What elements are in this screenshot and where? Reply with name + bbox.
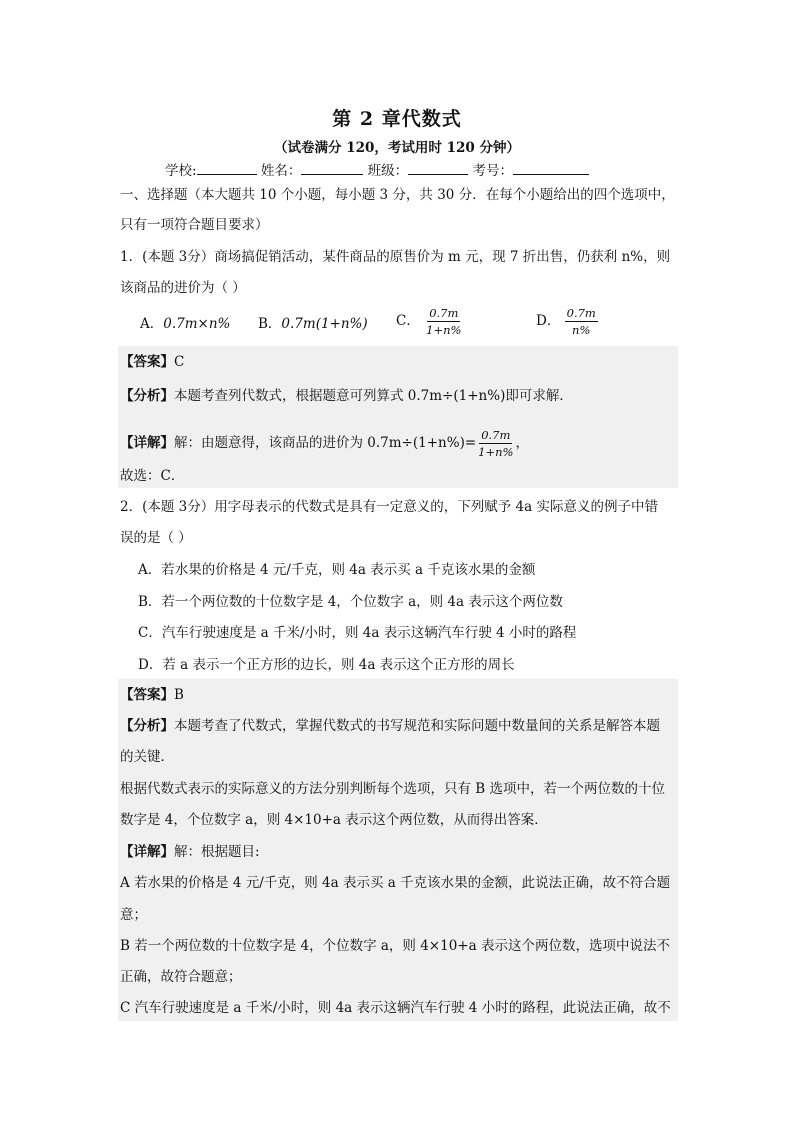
denominator: 1+n% — [426, 323, 462, 337]
q2-detail-a-line1: A 若水果的价格是 4 元/千克，则 4a 表示买 a 千克该水果的金额，此说法正确，故不符合题 — [120, 875, 671, 891]
q2-stem-line2: 误的是（ ） — [120, 530, 192, 546]
analysis-text: 本题考查列代数式，根据题意可列算式 0.7m÷(1+n%)即可求解． — [174, 388, 573, 404]
q1-answer — [120, 352, 680, 372]
detail-end: ， — [515, 435, 529, 451]
detail-tag: 【详解】 — [120, 844, 174, 860]
denominator: n% — [572, 323, 591, 337]
option-label: B． — [258, 316, 282, 332]
denominator: 1+n% — [478, 445, 514, 459]
option-label: A． — [140, 316, 164, 332]
school-label: 学校: — [165, 163, 197, 179]
section-heading-line1: 一、选择题（本大题共 10 个小题，每小题 3 分，共 30 分．在每个小题给出的四个选项中， — [120, 187, 675, 203]
q2-detail-b-line1: B 若一个两位数的十位数字是 4，个位数字 a，则 4×10+a 表示这个两位数，选项中说法不 — [120, 938, 670, 954]
numerator: 0.7m — [481, 428, 511, 442]
numerator: 0.7m — [429, 306, 459, 320]
section-heading-line2: 只有一项符合题目要求） — [120, 217, 269, 233]
q1-option-d[interactable] — [536, 306, 598, 337]
q2-analysis-line3: 根据代数式表示的实际意义的方法分别判断每个选项，只有 B 选项中，若一个两位数的十位 — [120, 781, 666, 797]
q2-answer — [120, 685, 680, 705]
q2-analysis-line1 — [120, 716, 680, 736]
analysis-tag: 【分析】 — [120, 718, 174, 734]
name-blank[interactable] — [301, 162, 363, 175]
q1-stem-line2: 该商品的进价为（ ） — [120, 280, 246, 296]
page-subtitle: （试卷满分 120，考试用时 120 分钟） — [274, 140, 520, 156]
q1-option-b[interactable] — [258, 312, 368, 332]
q2-option-b[interactable]: B．若一个两位数的十位数字是 4，个位数字 a，则 4a 表示这个两位数 — [138, 594, 563, 610]
q2-stem-line1: 2．(本题 3分）用字母表示的代数式是具有一定意义的，下列赋予 4a 实际意义的例子中错 — [120, 499, 658, 515]
option-expr: 0.7m(1+n%) — [281, 316, 368, 332]
exam-no-label: 考号： — [472, 163, 513, 179]
q2-detail-intro — [120, 842, 680, 862]
q1-stem-line1: 1．(本题 3分）商场搞促销活动，某件商品的原售价为 m 元，现 7 折出售，仍获利 n%，则 — [120, 249, 671, 265]
detail-tag: 【详解】 — [120, 435, 174, 451]
q2-option-c[interactable]: C．汽车行驶速度是 a 千米/小时，则 4a 表示这辆汽车行驶 4 小时的路程 — [138, 625, 577, 641]
fraction — [476, 428, 515, 459]
answer-value: B — [174, 687, 184, 703]
fraction — [424, 306, 463, 337]
class-label: 班级： — [367, 163, 409, 179]
answer-tag: 【答案】 — [120, 687, 174, 703]
fraction — [565, 306, 598, 337]
q1-option-a[interactable] — [140, 312, 230, 332]
option-label: D． — [536, 313, 561, 329]
q1-option-c[interactable] — [396, 306, 463, 337]
exam-no-blank[interactable] — [513, 162, 589, 175]
class-blank[interactable] — [408, 162, 468, 175]
q1-conclusion: 故选：C． — [120, 468, 185, 484]
q2-detail-a-line2: 意； — [120, 907, 147, 923]
page-title: 第 2 章代数式 — [332, 108, 462, 130]
student-info-line — [165, 159, 589, 179]
q2-analysis-line4: 数字是 4，个位数字 a，则 4×10+a 表示这个两位数，从而得出答案． — [120, 812, 548, 828]
option-expr: 0.7m×n% — [163, 316, 231, 332]
analysis-tag: 【分析】 — [120, 388, 174, 404]
q1-detail — [120, 428, 680, 459]
q2-option-d[interactable]: D．若 a 表示一个正方形的边长，则 4a 表示这个正方形的周长 — [138, 657, 515, 673]
answer-value: C — [174, 354, 185, 370]
name-label: 姓名： — [260, 163, 302, 179]
q2-detail-b-line2: 正确，故符合题意； — [120, 969, 242, 985]
analysis-text: 本题考查了代数式，掌握代数式的书写规范和实际问题中数量间的关系是解答本题 — [174, 718, 660, 734]
q2-analysis-line2: 的关键． — [120, 749, 174, 765]
q2-detail-c-line1: C 汽车行驶速度是 a 千米/小时，则 4a 表示这辆汽车行驶 4 小时的路程，此说法正确，故不 — [120, 1000, 671, 1016]
numerator: 0.7m — [566, 306, 596, 320]
school-blank[interactable] — [197, 162, 257, 175]
q1-analysis — [120, 386, 680, 406]
answer-tag: 【答案】 — [120, 354, 174, 370]
option-label: C． — [396, 313, 420, 329]
detail-text: 解：由题意得，该商品的进价为 0.7m÷(1+n%)= — [174, 435, 477, 451]
detail-text: 解：根据题目: — [174, 844, 260, 860]
q2-option-a[interactable]: A．若水果的价格是 4 元/千克，则 4a 表示买 a 千克该水果的金额 — [138, 562, 536, 578]
